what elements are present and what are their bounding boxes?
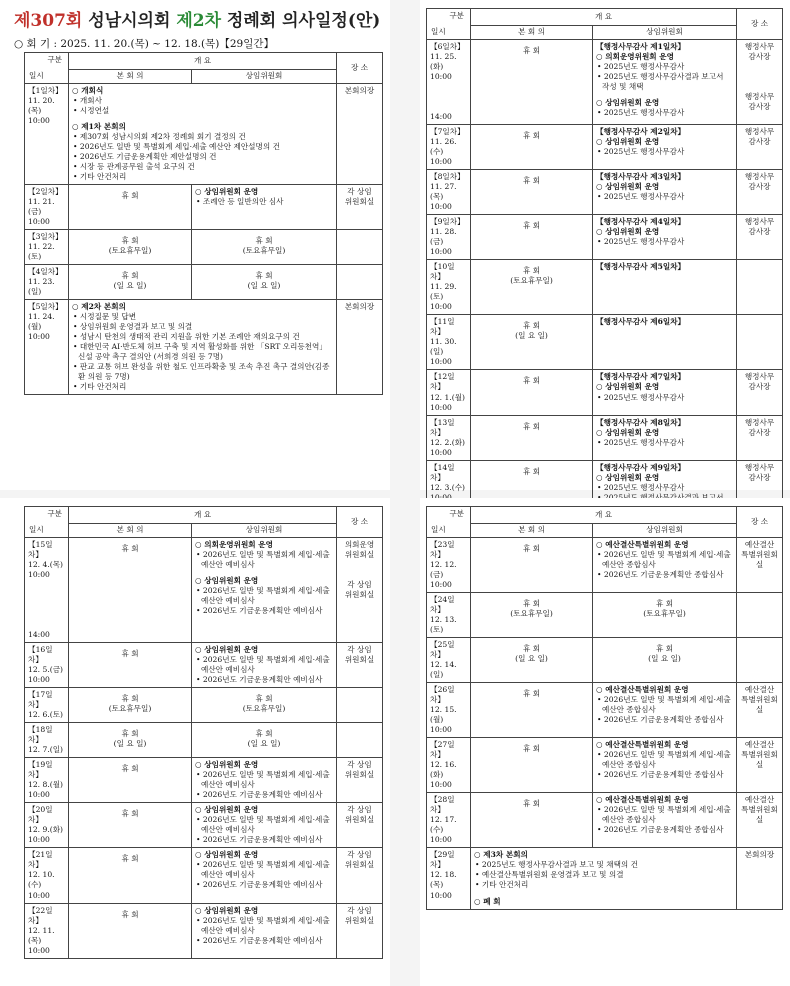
agenda-heading: 【행정사무감사 제8일차】 <box>596 417 686 427</box>
agenda-item: • 성남시 탄천의 생태적 관리 지원을 위한 기본 조례안 재의요구의 건 <box>73 332 300 342</box>
committee-cell <box>593 125 737 170</box>
plenary-status: 휴 회 <box>522 131 541 141</box>
plenary-cell <box>69 723 192 758</box>
header-overview: 개 요 <box>471 507 737 524</box>
agenda-heading: 【행정사무감사 제3일차】 <box>596 172 686 182</box>
plenary-cell <box>471 638 593 683</box>
plenary-agenda-cell <box>69 300 337 395</box>
agenda-heading: ○ 폐 회 <box>474 896 501 906</box>
date-cell: 【26일차】 12. 15.(월) 10:00 <box>427 683 471 738</box>
place-cell: 행정사무 감사장 행정사무 감사장 <box>737 40 783 125</box>
place-cell: 각 상임 위원회실 <box>337 903 383 958</box>
plenary-status: 휴 회 (일 요 일) <box>113 729 147 749</box>
header-ilsi: 일시 <box>29 70 44 80</box>
agenda-item: • 2026년도 일반 및 특별회계 세입·세출 예산안 예비심사 <box>196 815 330 835</box>
plenary-cell <box>471 125 593 170</box>
agenda-item: • 조례안 등 일반의안 심사 <box>196 197 284 207</box>
agenda-item: • 시정질문 및 답변 <box>73 312 137 322</box>
agenda-item: • 2026년도 일반 및 특별회계 세입·세출 예산안 제안설명의 건 <box>73 142 280 152</box>
committee-cell <box>593 260 737 315</box>
agenda-item: • 2026년도 기금운용계획안 종합심사 <box>597 715 724 725</box>
header-committee: 상임위원회 <box>192 70 337 84</box>
plenary-cell <box>471 170 593 215</box>
schedule-row <box>25 300 383 395</box>
document-title: 제307회 성남시의회 제2차 정례회 의사일정(안) <box>14 11 381 31</box>
header-plenary: 본 회 의 <box>69 70 192 84</box>
agenda-item: • 2026년도 기금운용계획안 예비심사 <box>196 880 323 890</box>
header-plenary: 본 회 의 <box>471 26 593 40</box>
date-cell: 【13일차】 12. 2.(화) 10:00 <box>427 415 471 460</box>
header-ilsi: 일시 <box>431 524 446 534</box>
plenary-status: 휴 회 <box>522 176 541 186</box>
plenary-status: 휴 회 (토요휴무일) <box>510 266 553 286</box>
agenda-heading: ○ 개회식 <box>72 86 104 95</box>
committee-cell <box>192 688 337 723</box>
plenary-cell <box>69 265 192 300</box>
schedule-row <box>25 538 383 643</box>
header-ilsi: 일시 <box>431 26 446 36</box>
date-cell: 【18일차】 12. 7.(일) <box>25 723 69 758</box>
agenda-item: • 2026년도 기금운용계획안 예비심사 <box>196 790 323 800</box>
committee-cell <box>192 848 337 903</box>
place-cell: 행정사무 감사장 <box>737 125 783 170</box>
schedule-row <box>427 793 783 848</box>
plenary-status: 휴 회 (토요휴무일) <box>510 599 553 619</box>
schedule-row <box>427 848 783 909</box>
date-cell: 【6일차】 11. 25.(화) 10:00 14:00 <box>427 40 471 125</box>
place-cell: 행정사무 감사장 <box>737 215 783 260</box>
agenda-item: • 2026년도 기금운용계획안 예비심사 <box>196 606 323 616</box>
agenda-heading: ○ 상임위원회 운영 <box>596 98 660 108</box>
schedule-row <box>427 638 783 683</box>
plenary-status: 휴 회 <box>522 544 541 553</box>
place-cell: 본회의장 <box>737 848 783 909</box>
agenda-item: • 2026년도 일반 및 특별회계 세입·세출 예산안 예비심사 <box>196 550 330 570</box>
agenda-heading: 【행정사무감사 제2일차】 <box>596 127 686 137</box>
schedule-row <box>25 848 383 903</box>
agenda-item: • 기타 안건처리 <box>73 382 127 392</box>
agenda-item: • 판교 교통 허브 완성을 위한 철도 인프라확충 및 조속 추진 촉구 결의안(김종환 의원 등 7명) <box>73 362 330 382</box>
committee-status: 휴 회 (토요휴무일) <box>242 694 286 714</box>
agenda-heading: ○ 예산결산특별위원회 운영 <box>596 685 689 695</box>
committee-cell <box>593 793 737 848</box>
date-cell: 【4일차】 11. 23.(일) <box>25 265 69 300</box>
place-cell <box>337 723 383 758</box>
date-cell: 【5일차】 11. 24.(월) 10:00 <box>25 300 69 395</box>
place-cell <box>337 688 383 723</box>
committee-cell <box>192 265 337 300</box>
agenda-item: • 2026년도 일반 및 특별회계 세입·세출 예산안 예비심사 <box>196 860 330 880</box>
place-cell: 각 상임 위원회실 <box>337 758 383 803</box>
committee-cell <box>192 185 337 230</box>
committee-cell <box>593 415 737 460</box>
agenda-heading: 【행정사무감사 제1일차】 <box>596 42 686 51</box>
agenda-heading: ○ 상임위원회 운영 <box>596 182 660 192</box>
agenda-heading: ○ 상임위원회 운영 <box>195 576 259 586</box>
place-cell: 예산결산 특별위원회실 <box>737 683 783 738</box>
schedule-row <box>427 370 783 415</box>
plenary-cell <box>69 688 192 723</box>
agenda-item: • 2026년도 일반 및 특별회계 세입·세출 예산안 종합심사 <box>597 805 731 825</box>
plenary-status: 휴 회 (일 요 일) <box>515 644 548 664</box>
agenda-heading: ○ 상임위원회 운영 <box>195 850 259 860</box>
agenda-heading: ○ 예산결산특별위원회 운영 <box>596 540 689 549</box>
plenary-status: 휴 회 (일 요 일) <box>515 321 548 341</box>
agenda-heading: ○ 상임위원회 운영 <box>195 905 259 915</box>
agenda-heading: ○ 상임위원회 운영 <box>195 187 259 197</box>
agenda-item: • 2026년도 기금운용계획안 예비심사 <box>196 835 323 845</box>
date-cell: 【14일차】 12. 3.(수) <box>427 460 471 515</box>
plenary-status: 휴 회 (토요휴무일) <box>108 694 152 714</box>
agenda-item: • 기타 안건처리 <box>475 880 529 890</box>
place-cell <box>737 315 783 370</box>
plenary-cell <box>69 538 192 643</box>
committee-status: 휴 회 (일 요 일) <box>247 729 281 749</box>
schedule-row <box>427 315 783 370</box>
plenary-status: 휴 회 <box>522 466 541 476</box>
committee-status: 휴 회 (토요휴무일) <box>643 599 686 619</box>
schedule-row <box>427 738 783 793</box>
header-place: 장 소 <box>737 9 783 40</box>
header-committee: 상임위원회 <box>593 26 737 40</box>
date-cell: 【16일차】 12. 5.(금) 10:00 <box>25 643 69 688</box>
date-cell: 【22일차】 12. 11.(목) 10:00 <box>25 903 69 958</box>
place-cell: 예산결산 특별위원회실 <box>737 738 783 793</box>
place-cell <box>337 230 383 265</box>
header-corner <box>427 507 471 538</box>
committee-cell <box>593 370 737 415</box>
plenary-status: 휴 회 <box>522 421 541 431</box>
schedule-row <box>427 40 783 125</box>
header-committee: 상임위원회 <box>192 524 337 538</box>
schedule-table <box>24 506 383 959</box>
plenary-agenda-cell <box>69 84 337 185</box>
date-cell: 【28일차】 12. 17.(수) 10:00 <box>427 793 471 848</box>
plenary-status: 휴 회 <box>522 376 541 386</box>
schedule-row <box>25 723 383 758</box>
agenda-item: • 2025년도 행정사무감사 <box>597 147 685 157</box>
place-cell: 각 상임 위원회실 <box>337 848 383 903</box>
committee-cell <box>192 723 337 758</box>
agenda-item: • 2026년도 기금운용계획안 제안설명의 건 <box>73 152 217 162</box>
header-gubun: 구분 <box>47 55 62 64</box>
agenda-item: • 2025년도 행정사무감사 <box>597 192 685 202</box>
committee-status: 휴 회 (일 요 일) <box>648 644 681 664</box>
date-cell: 【8일차】 11. 27.(목) 10:00 <box>427 170 471 215</box>
committee-cell <box>192 538 337 643</box>
place-cell: 각 상임 위원회실 <box>337 643 383 688</box>
date-cell: 【23일차】 12. 12.(금) 10:00 <box>427 538 471 593</box>
committee-cell <box>192 643 337 688</box>
place-cell <box>737 260 783 315</box>
place-cell: 행정사무 감사장 <box>737 370 783 415</box>
agenda-heading: ○ 상임위원회 운영 <box>596 227 660 237</box>
plenary-status: 휴 회 <box>522 744 541 754</box>
date-cell: 【24일차】 12. 13.(토) <box>427 593 471 638</box>
agenda-heading: ○ 상임위원회 운영 <box>195 805 259 815</box>
date-cell: 【21일차】 12. 10.(수) 10:00 <box>25 848 69 903</box>
plenary-cell <box>471 370 593 415</box>
committee-cell <box>593 170 737 215</box>
plenary-cell <box>471 538 593 593</box>
place-cell <box>737 593 783 638</box>
agenda-heading: ○ 상임위원회 운영 <box>195 645 259 655</box>
agenda-item: • 2026년도 일반 및 특별회계 세입·세출 예산안 예비심사 <box>196 915 330 935</box>
plenary-cell <box>471 215 593 260</box>
schedule-row <box>25 230 383 265</box>
committee-cell <box>192 903 337 958</box>
agenda-item: • 개회사 <box>73 96 102 106</box>
header-place: 장 소 <box>337 507 383 538</box>
agenda-heading: ○ 상임위원회 운영 <box>596 382 660 392</box>
plenary-cell <box>69 848 192 903</box>
plenary-status: 휴 회 <box>121 809 139 819</box>
header-gubun: 구분 <box>47 509 62 518</box>
plenary-cell <box>471 260 593 315</box>
agenda-item: • 2025년도 행정사무감사 <box>597 392 685 402</box>
agenda-heading: ○ 상임위원회 운영 <box>596 427 660 437</box>
agenda-item: • 시정연설 <box>73 106 110 116</box>
date-cell: 【27일차】 12. 16.(화) 10:00 <box>427 738 471 793</box>
agenda-item: • 2026년도 일반 및 특별회계 세입·세출 예산안 종합심사 <box>597 550 731 570</box>
committee-cell <box>593 593 737 638</box>
schedule-row <box>427 415 783 460</box>
committee-cell <box>192 758 337 803</box>
header-gubun: 구분 <box>449 509 464 518</box>
committee-cell <box>593 683 737 738</box>
agenda-heading: ○ 제2차 본회의 <box>72 302 126 312</box>
plenary-cell <box>471 793 593 848</box>
schedule-row <box>427 683 783 738</box>
plenary-status: 휴 회 <box>121 854 139 864</box>
header-corner <box>427 9 471 40</box>
plenary-status: 휴 회 <box>121 544 139 553</box>
agenda-item: • 2026년도 기금운용계획안 종합심사 <box>597 825 724 835</box>
header-overview: 개 요 <box>69 507 337 524</box>
agenda-item: • 2026년도 기금운용계획안 예비심사 <box>196 675 323 685</box>
schedule-row <box>427 170 783 215</box>
header-committee: 상임위원회 <box>593 524 737 538</box>
schedule-table <box>426 506 783 910</box>
agenda-item: • 2026년도 기금운용계획안 종합심사 <box>597 570 724 580</box>
plenary-status: 휴 회 <box>522 46 541 55</box>
agenda-heading: ○ 상임위원회 운영 <box>596 137 660 147</box>
agenda-item: • 2025년도 행정사무감사 <box>597 108 685 118</box>
agenda-item: • 대한민국 AI·반도체 허브 구축 및 지역 활성화를 위한 「SRT 오리등천역」 신설 공약 촉구 결의안 (서희경 의원 등 7명) <box>73 342 327 362</box>
plenary-cell <box>69 230 192 265</box>
plenary-cell <box>471 415 593 460</box>
agenda-item: • 시장 등 관계공무원 출석 요구의 건 <box>73 162 195 172</box>
header-place: 장 소 <box>337 53 383 84</box>
plenary-cell <box>69 643 192 688</box>
agenda-heading: ○ 예산결산특별위원회 운영 <box>596 740 689 750</box>
page-2 <box>420 0 790 490</box>
header-overview: 개 요 <box>69 53 337 70</box>
header-corner <box>25 507 69 538</box>
place-cell: 의회운영 위원회실 각 상임 위원회실 <box>337 538 383 643</box>
plenary-cell <box>471 315 593 370</box>
page-3 <box>0 498 390 986</box>
date-cell: 【25일차】 12. 14.(일) <box>427 638 471 683</box>
plenary-status: 휴 회 <box>522 799 541 809</box>
plenary-cell <box>69 185 192 230</box>
plenary-status: 휴 회 <box>121 764 139 774</box>
plenary-status: 휴 회 <box>121 191 139 201</box>
agenda-heading: ○ 의회운영위원회 운영 <box>596 52 674 62</box>
agenda-item: • 2026년도 일반 및 특별회계 세입·세출 예산안 종합심사 <box>597 750 731 770</box>
agenda-item: • 2025년도 행정사무감사 <box>597 237 685 247</box>
place-cell: 본회의장 <box>337 84 383 185</box>
plenary-cell <box>471 40 593 125</box>
header-plenary: 본 회 의 <box>69 524 192 538</box>
agenda-item: • 2026년도 기금운용계획안 종합심사 <box>597 770 724 780</box>
date-cell: 【9일차】 11. 28.(금) 10:00 <box>427 215 471 260</box>
header-place: 장 소 <box>737 507 783 538</box>
schedule-row <box>25 688 383 723</box>
date-cell: 【15일차】 12. 4.(목) 10:00 14:00 <box>25 538 69 643</box>
schedule-row <box>427 593 783 638</box>
agenda-heading: ○ 의회운영위원회 운영 <box>195 540 273 549</box>
header-gubun: 구분 <box>449 11 464 20</box>
plenary-cell <box>471 683 593 738</box>
date-cell: 【29일차】 12. 18.(목) 10:00 <box>427 848 471 909</box>
schedule-row <box>25 265 383 300</box>
agenda-heading: 【행정사무감사 제5일차】 <box>596 262 686 272</box>
header-plenary: 본 회 의 <box>471 524 593 538</box>
agenda-item: • 2026년도 일반 및 특별회계 세입·세출 예산안 종합심사 <box>597 695 731 715</box>
agenda-item: • 2026년도 일반 및 특별회계 세입·세출 예산안 예비심사 <box>196 655 330 675</box>
date-cell: 【17일차】 12. 6.(토) <box>25 688 69 723</box>
place-cell: 예산결산 특별위원회실 <box>737 538 783 593</box>
schedule-row <box>25 84 383 185</box>
committee-cell <box>192 230 337 265</box>
agenda-item: • 2026년도 일반 및 특별회계 세입·세출 예산안 예비심사 <box>196 586 330 606</box>
agenda-heading: ○ 상임위원회 운영 <box>195 760 259 770</box>
plenary-cell <box>69 903 192 958</box>
plenary-status: 휴 회 <box>121 649 139 659</box>
committee-cell <box>593 638 737 683</box>
plenary-agenda-cell <box>471 848 737 909</box>
committee-cell <box>593 538 737 593</box>
committee-cell <box>593 40 737 125</box>
agenda-heading: 【행정사무감사 제4일차】 <box>596 217 686 227</box>
agenda-item: • 2025년도 행정사무감사결과 보고서 작성 및 채택 <box>597 72 724 92</box>
place-cell: 행정사무 감사장 <box>737 460 783 515</box>
header-overview: 개 요 <box>471 9 737 26</box>
agenda-heading: ○ 예산결산특별위원회 운영 <box>596 795 689 805</box>
plenary-cell <box>69 803 192 848</box>
schedule-row <box>25 903 383 958</box>
agenda-item: • 2025년도 행정사무감사 <box>597 437 685 447</box>
plenary-status: 휴 회 (일 요 일) <box>113 271 147 291</box>
plenary-cell <box>471 738 593 793</box>
agenda-item: • 2025년도 행정사무감사 <box>597 62 685 72</box>
header-corner <box>25 53 69 84</box>
schedule-row <box>427 260 783 315</box>
session-period: ○ 회 기 : 2025. 11. 20.(목) ~ 12. 18.(목)【29일간】 <box>14 38 274 50</box>
place-cell: 예산결산 특별위원회실 <box>737 793 783 848</box>
date-cell: 【1일차】 11. 20.(목) 10:00 <box>25 84 69 185</box>
place-cell: 본회의장 <box>337 300 383 395</box>
committee-cell <box>593 738 737 793</box>
date-cell: 【12일차】 12. 1.(월) 10:00 <box>427 370 471 415</box>
place-cell: 행정사무 감사장 <box>737 170 783 215</box>
committee-status: 휴 회 (일 요 일) <box>247 271 281 291</box>
schedule-row <box>25 758 383 803</box>
schedule-table <box>24 52 383 395</box>
date-cell: 【10일차】 11. 29.(토) 10:00 <box>427 260 471 315</box>
schedule-row <box>25 803 383 848</box>
plenary-cell <box>471 593 593 638</box>
agenda-heading: ○ 상임위원회 운영 <box>596 472 660 482</box>
date-cell: 【7일차】 11. 26.(수) 10:00 <box>427 125 471 170</box>
place-cell: 각 상임 위원회실 <box>337 185 383 230</box>
schedule-row <box>427 215 783 260</box>
agenda-heading: 【행정사무감사 제7일차】 <box>596 372 686 382</box>
date-cell: 【3일차】 11. 22.(토) <box>25 230 69 265</box>
committee-cell <box>593 315 737 370</box>
agenda-item: • 기타 안건처리 <box>73 172 127 182</box>
date-cell: 【19일차】 12. 8.(월) 10:00 <box>25 758 69 803</box>
plenary-cell <box>69 758 192 803</box>
page-1 <box>0 0 390 490</box>
agenda-item: • 상임위원회 운영결과 보고 및 의결 <box>73 322 193 332</box>
header-ilsi: 일시 <box>29 524 44 534</box>
agenda-heading: 【행정사무감사 제9일차】 <box>596 462 686 472</box>
plenary-status: 휴 회 <box>522 221 541 231</box>
agenda-heading: 【행정사무감사 제6일차】 <box>596 317 686 327</box>
date-cell: 【20일차】 12. 9.(화) 10:00 <box>25 803 69 848</box>
place-cell: 행정사무 감사장 <box>737 415 783 460</box>
plenary-status: 휴 회 <box>121 909 139 919</box>
schedule-table <box>426 8 783 516</box>
place-cell: 각 상임 위원회실 <box>337 803 383 848</box>
place-cell <box>337 265 383 300</box>
schedule-row <box>427 125 783 170</box>
date-cell: 【11일차】 11. 30.(일) 10:00 <box>427 315 471 370</box>
committee-cell <box>192 803 337 848</box>
plenary-status: 휴 회 <box>522 689 541 699</box>
date-cell: 【2일차】 11. 21.(금) 10:00 <box>25 185 69 230</box>
committee-status: 휴 회 (토요휴무일) <box>242 236 286 256</box>
agenda-item: • 2025년도 행정사무감사 <box>597 482 685 492</box>
agenda-item: • 제307회 성남시의회 제2차 정례회 회기 결정의 건 <box>73 132 246 142</box>
agenda-item: • 예산결산특별위원회 운영결과 보고 및 의결 <box>475 870 624 880</box>
agenda-heading: ○ 제3차 본회의 <box>474 850 528 860</box>
page-4 <box>420 498 790 986</box>
agenda-item: • 2026년도 일반 및 특별회계 세입·세출 예산안 예비심사 <box>196 770 330 790</box>
schedule-row <box>427 538 783 593</box>
place-cell <box>737 638 783 683</box>
agenda-item: • 2025년도 행정사무감사결과 보고 및 채택의 건 <box>475 860 638 870</box>
plenary-status: 휴 회 (토요휴무일) <box>108 236 152 256</box>
schedule-row <box>25 643 383 688</box>
committee-cell <box>593 215 737 260</box>
agenda-item: • 2026년도 기금운용계획안 예비심사 <box>196 935 323 945</box>
schedule-row <box>25 185 383 230</box>
agenda-heading: ○ 제1차 본회의 <box>72 122 126 132</box>
